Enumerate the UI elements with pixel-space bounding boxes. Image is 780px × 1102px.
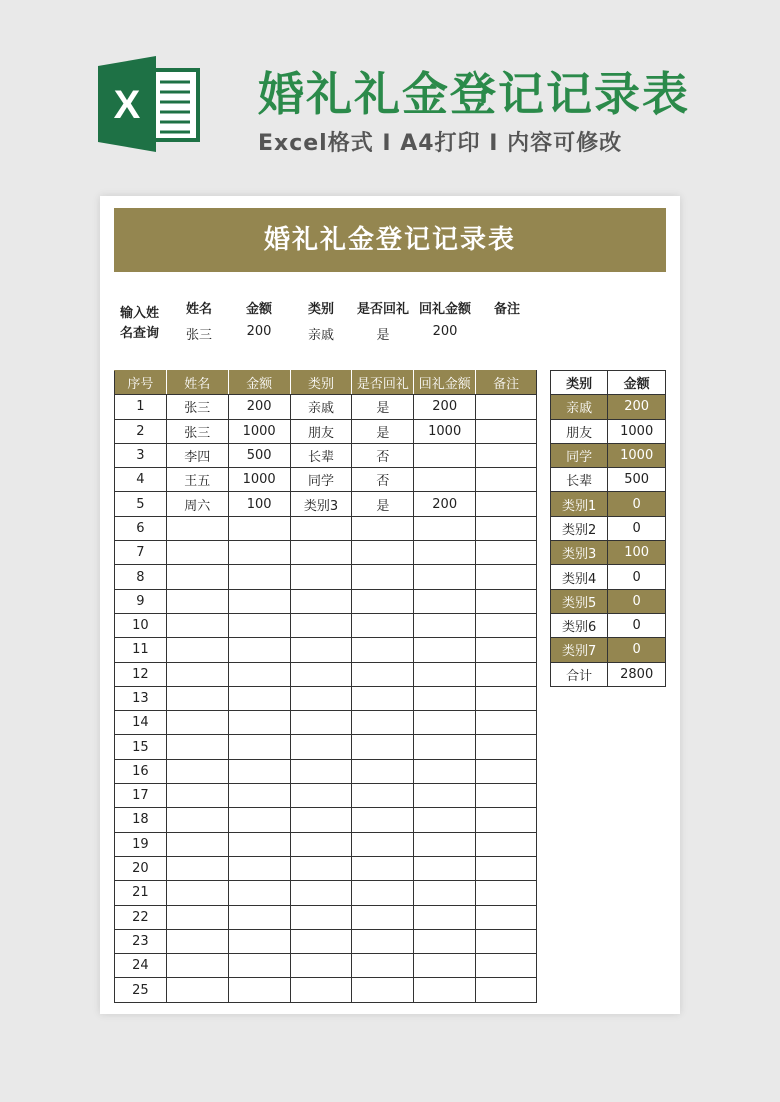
table-cell[interactable]: 8 bbox=[115, 565, 167, 589]
table-cell[interactable] bbox=[166, 735, 228, 759]
table-cell[interactable] bbox=[352, 759, 414, 783]
query-header-category: 类别 bbox=[307, 302, 334, 317]
summary-amount-cell: 0 bbox=[608, 589, 666, 613]
table-cell[interactable]: 张三 bbox=[166, 419, 228, 443]
table-cell[interactable] bbox=[290, 662, 352, 686]
table-cell[interactable] bbox=[352, 686, 414, 710]
table-cell[interactable] bbox=[228, 954, 290, 978]
table-cell[interactable] bbox=[290, 735, 352, 759]
summary-row bbox=[551, 613, 666, 637]
table-cell[interactable] bbox=[476, 711, 537, 735]
query-header-note: 备注 bbox=[493, 302, 520, 317]
table-cell[interactable] bbox=[290, 832, 352, 856]
table-cell[interactable] bbox=[352, 516, 414, 540]
table-cell[interactable]: 22 bbox=[115, 905, 167, 929]
table-cell[interactable]: 1000 bbox=[228, 419, 290, 443]
table-cell[interactable] bbox=[414, 589, 476, 613]
table-cell[interactable] bbox=[290, 808, 352, 832]
table-header-row bbox=[115, 371, 537, 395]
table-cell[interactable] bbox=[476, 541, 537, 565]
table-cell[interactable]: 类别3 bbox=[290, 492, 352, 516]
table-cell[interactable]: 12 bbox=[115, 662, 167, 686]
summary-amount-cell: 0 bbox=[608, 516, 666, 540]
table-cell[interactable] bbox=[290, 541, 352, 565]
table-cell[interactable]: 13 bbox=[115, 686, 167, 710]
column-header: 类别 bbox=[290, 371, 352, 395]
table-cell[interactable] bbox=[476, 686, 537, 710]
table-cell[interactable]: 张三 bbox=[166, 395, 228, 419]
table-cell[interactable] bbox=[352, 954, 414, 978]
table-row bbox=[115, 856, 537, 880]
query-value-amount: 200 bbox=[246, 324, 272, 339]
table-cell[interactable] bbox=[476, 832, 537, 856]
table-cell[interactable]: 20 bbox=[115, 856, 167, 880]
table-cell[interactable] bbox=[352, 856, 414, 880]
query-header-return-amount: 回礼金额 bbox=[418, 302, 471, 317]
table-cell[interactable] bbox=[414, 565, 476, 589]
table-cell[interactable] bbox=[352, 541, 414, 565]
summary-category-cell: 亲戚 bbox=[551, 395, 608, 419]
summary-header-row bbox=[551, 371, 666, 395]
query-header-returned: 是否回礼 bbox=[356, 302, 409, 317]
table-cell[interactable] bbox=[166, 759, 228, 783]
table-cell[interactable]: 同学 bbox=[290, 468, 352, 492]
table-cell[interactable] bbox=[414, 978, 476, 1002]
table-cell[interactable] bbox=[352, 881, 414, 905]
table-cell[interactable] bbox=[476, 395, 537, 419]
table-cell[interactable] bbox=[290, 686, 352, 710]
table-cell[interactable] bbox=[352, 613, 414, 637]
table-row bbox=[115, 589, 537, 613]
summary-row bbox=[551, 589, 666, 613]
summary-category-cell: 类别4 bbox=[551, 565, 608, 589]
table-row bbox=[115, 735, 537, 759]
table-cell[interactable] bbox=[228, 711, 290, 735]
table-cell[interactable] bbox=[228, 735, 290, 759]
table-row bbox=[115, 905, 537, 929]
table-row bbox=[115, 954, 537, 978]
table-cell[interactable] bbox=[290, 905, 352, 929]
table-cell[interactable] bbox=[166, 905, 228, 929]
table-cell[interactable]: 200 bbox=[414, 395, 476, 419]
table-cell[interactable] bbox=[352, 662, 414, 686]
summary-row bbox=[551, 468, 666, 492]
table-cell[interactable] bbox=[476, 613, 537, 637]
table-cell[interactable] bbox=[476, 589, 537, 613]
summary-amount-cell: 0 bbox=[608, 492, 666, 516]
table-row bbox=[115, 541, 537, 565]
sheet-banner-title: 婚礼礼金登记记录表 bbox=[114, 208, 666, 272]
table-cell[interactable] bbox=[414, 954, 476, 978]
table-cell[interactable] bbox=[166, 929, 228, 953]
table-cell[interactable]: 16 bbox=[115, 759, 167, 783]
table-cell[interactable]: 朋友 bbox=[290, 419, 352, 443]
table-cell[interactable] bbox=[290, 516, 352, 540]
table-row bbox=[115, 638, 537, 662]
table-cell[interactable] bbox=[228, 516, 290, 540]
table-cell[interactable]: 是 bbox=[352, 395, 414, 419]
table-cell[interactable]: 否 bbox=[352, 443, 414, 467]
gift-register-table bbox=[114, 370, 537, 1003]
table-cell[interactable]: 500 bbox=[228, 443, 290, 467]
summary-category-cell: 类别6 bbox=[551, 613, 608, 637]
table-cell[interactable]: 5 bbox=[115, 492, 167, 516]
table-cell[interactable] bbox=[352, 978, 414, 1002]
summary-category-cell: 类别1 bbox=[551, 492, 608, 516]
table-row bbox=[115, 492, 537, 516]
table-cell[interactable] bbox=[476, 954, 537, 978]
column-header: 备注 bbox=[476, 371, 537, 395]
table-cell[interactable] bbox=[476, 929, 537, 953]
table-cell[interactable] bbox=[166, 638, 228, 662]
table-cell[interactable] bbox=[476, 759, 537, 783]
table-cell[interactable] bbox=[414, 808, 476, 832]
table-cell[interactable] bbox=[228, 686, 290, 710]
table-cell[interactable]: 李四 bbox=[166, 443, 228, 467]
table-cell[interactable] bbox=[166, 711, 228, 735]
category-summary-table bbox=[550, 370, 666, 687]
summary-amount-cell: 0 bbox=[608, 613, 666, 637]
table-cell[interactable] bbox=[476, 784, 537, 808]
table-cell[interactable] bbox=[352, 638, 414, 662]
table-cell[interactable]: 1000 bbox=[228, 468, 290, 492]
table-cell[interactable]: 200 bbox=[228, 395, 290, 419]
table-cell[interactable]: 6 bbox=[115, 516, 167, 540]
table-cell[interactable] bbox=[414, 516, 476, 540]
table-row bbox=[115, 808, 537, 832]
table-row bbox=[115, 443, 537, 467]
table-cell[interactable]: 24 bbox=[115, 954, 167, 978]
table-cell[interactable] bbox=[166, 613, 228, 637]
table-cell[interactable] bbox=[476, 468, 537, 492]
summary-category-cell: 长辈 bbox=[551, 468, 608, 492]
table-cell[interactable] bbox=[414, 784, 476, 808]
table-cell[interactable] bbox=[166, 978, 228, 1002]
table-cell[interactable] bbox=[290, 638, 352, 662]
table-cell[interactable] bbox=[290, 929, 352, 953]
table-cell[interactable] bbox=[166, 856, 228, 880]
summary-row bbox=[551, 419, 666, 443]
table-cell[interactable]: 11 bbox=[115, 638, 167, 662]
summary-row bbox=[551, 662, 666, 686]
summary-row bbox=[551, 492, 666, 516]
query-value-category: 亲戚 bbox=[307, 328, 334, 343]
summary-category-cell: 同学 bbox=[551, 443, 608, 467]
table-cell[interactable]: 是 bbox=[352, 419, 414, 443]
table-cell[interactable] bbox=[414, 541, 476, 565]
table-cell[interactable]: 3 bbox=[115, 443, 167, 467]
table-cell[interactable] bbox=[476, 419, 537, 443]
table-cell[interactable] bbox=[290, 759, 352, 783]
table-cell[interactable] bbox=[228, 589, 290, 613]
summary-category-cell: 合计 bbox=[551, 662, 608, 686]
table-cell[interactable] bbox=[228, 929, 290, 953]
table-cell[interactable] bbox=[414, 638, 476, 662]
table-cell[interactable]: 14 bbox=[115, 711, 167, 735]
table-cell[interactable]: 亲戚 bbox=[290, 395, 352, 419]
table-cell[interactable] bbox=[414, 686, 476, 710]
table-cell[interactable] bbox=[290, 978, 352, 1002]
table-cell[interactable]: 15 bbox=[115, 735, 167, 759]
table-cell[interactable] bbox=[414, 832, 476, 856]
worksheet bbox=[100, 196, 680, 1014]
table-cell[interactable] bbox=[476, 516, 537, 540]
table-cell[interactable] bbox=[228, 856, 290, 880]
table-cell[interactable] bbox=[290, 881, 352, 905]
summary-column-header: 金额 bbox=[608, 371, 666, 395]
table-cell[interactable] bbox=[228, 784, 290, 808]
table-cell[interactable] bbox=[166, 516, 228, 540]
summary-category-cell: 类别2 bbox=[551, 516, 608, 540]
table-cell[interactable]: 21 bbox=[115, 881, 167, 905]
table-cell[interactable]: 1000 bbox=[414, 419, 476, 443]
table-cell[interactable]: 2 bbox=[115, 419, 167, 443]
table-cell[interactable] bbox=[414, 662, 476, 686]
table-cell[interactable] bbox=[476, 978, 537, 1002]
column-header: 序号 bbox=[115, 371, 167, 395]
query-header-amount: 金额 bbox=[245, 302, 272, 317]
table-row bbox=[115, 832, 537, 856]
table-cell[interactable] bbox=[414, 881, 476, 905]
table-row bbox=[115, 686, 537, 710]
table-cell[interactable]: 18 bbox=[115, 808, 167, 832]
table-cell[interactable] bbox=[414, 711, 476, 735]
query-value-return-amount: 200 bbox=[432, 324, 458, 339]
table-cell[interactable] bbox=[476, 492, 537, 516]
summary-row bbox=[551, 395, 666, 419]
table-cell[interactable] bbox=[414, 905, 476, 929]
table-row bbox=[115, 565, 537, 589]
table-cell[interactable] bbox=[290, 784, 352, 808]
table-cell[interactable] bbox=[290, 589, 352, 613]
summary-amount-cell: 1000 bbox=[608, 443, 666, 467]
table-cell[interactable] bbox=[476, 638, 537, 662]
summary-row bbox=[551, 638, 666, 662]
table-cell[interactable]: 25 bbox=[115, 978, 167, 1002]
page-subtitle: Excel格式 I A4打印 I 内容可修改 bbox=[258, 131, 623, 156]
table-row bbox=[115, 468, 537, 492]
table-cell[interactable] bbox=[228, 662, 290, 686]
table-cell[interactable] bbox=[228, 541, 290, 565]
summary-amount-cell: 500 bbox=[608, 468, 666, 492]
table-cell[interactable]: 200 bbox=[414, 492, 476, 516]
table-cell[interactable] bbox=[228, 759, 290, 783]
table-cell[interactable] bbox=[166, 881, 228, 905]
table-cell[interactable]: 23 bbox=[115, 929, 167, 953]
column-header: 金额 bbox=[228, 371, 290, 395]
table-cell[interactable] bbox=[228, 613, 290, 637]
table-cell[interactable] bbox=[166, 686, 228, 710]
table-cell[interactable]: 1 bbox=[115, 395, 167, 419]
summary-amount-cell: 100 bbox=[608, 541, 666, 565]
table-cell[interactable] bbox=[352, 565, 414, 589]
table-cell[interactable] bbox=[228, 978, 290, 1002]
summary-category-cell: 朋友 bbox=[551, 419, 608, 443]
summary-amount-cell: 1000 bbox=[608, 419, 666, 443]
summary-column-header: 类别 bbox=[551, 371, 608, 395]
table-cell[interactable] bbox=[352, 711, 414, 735]
table-cell[interactable] bbox=[228, 808, 290, 832]
table-cell[interactable] bbox=[228, 832, 290, 856]
table-cell[interactable] bbox=[476, 443, 537, 467]
table-row bbox=[115, 613, 537, 637]
table-cell[interactable] bbox=[414, 735, 476, 759]
column-header: 是否回礼 bbox=[352, 371, 414, 395]
table-cell[interactable] bbox=[476, 735, 537, 759]
excel-logo-icon bbox=[98, 56, 202, 152]
excel-logo-letter: X bbox=[113, 83, 141, 127]
table-cell[interactable] bbox=[476, 565, 537, 589]
table-cell[interactable]: 否 bbox=[352, 468, 414, 492]
table-cell[interactable]: 王五 bbox=[166, 468, 228, 492]
table-cell[interactable] bbox=[352, 929, 414, 953]
table-cell[interactable] bbox=[414, 468, 476, 492]
table-row bbox=[115, 759, 537, 783]
summary-amount-cell: 0 bbox=[608, 565, 666, 589]
table-cell[interactable] bbox=[476, 905, 537, 929]
summary-row bbox=[551, 516, 666, 540]
summary-category-cell: 类别3 bbox=[551, 541, 608, 565]
summary-amount-cell: 200 bbox=[608, 395, 666, 419]
table-cell[interactable] bbox=[228, 565, 290, 589]
table-cell[interactable] bbox=[228, 905, 290, 929]
query-label: 输入姓名查询 bbox=[120, 306, 160, 341]
table-cell[interactable] bbox=[290, 954, 352, 978]
summary-amount-cell: 2800 bbox=[608, 662, 666, 686]
table-cell[interactable] bbox=[352, 589, 414, 613]
table-cell[interactable] bbox=[166, 541, 228, 565]
table-cell[interactable] bbox=[414, 443, 476, 467]
query-header-name: 姓名 bbox=[185, 302, 212, 317]
table-cell[interactable] bbox=[414, 856, 476, 880]
table-cell[interactable] bbox=[476, 808, 537, 832]
table-row bbox=[115, 978, 537, 1002]
table-row bbox=[115, 929, 537, 953]
table-row bbox=[115, 419, 537, 443]
table-cell[interactable]: 9 bbox=[115, 589, 167, 613]
table-cell[interactable] bbox=[228, 881, 290, 905]
table-cell[interactable] bbox=[166, 589, 228, 613]
page-title: 婚礼礼金登记记录表 bbox=[258, 67, 690, 121]
table-cell[interactable] bbox=[290, 856, 352, 880]
table-cell[interactable] bbox=[166, 832, 228, 856]
table-row bbox=[115, 516, 537, 540]
table-cell[interactable] bbox=[352, 784, 414, 808]
table-cell[interactable] bbox=[228, 638, 290, 662]
table-cell[interactable] bbox=[352, 735, 414, 759]
table-cell[interactable] bbox=[476, 856, 537, 880]
table-cell[interactable] bbox=[290, 565, 352, 589]
table-cell[interactable] bbox=[414, 613, 476, 637]
table-cell[interactable] bbox=[166, 954, 228, 978]
table-cell[interactable] bbox=[166, 808, 228, 832]
table-row bbox=[115, 662, 537, 686]
table-cell[interactable] bbox=[166, 565, 228, 589]
query-value-returned: 是 bbox=[376, 328, 390, 343]
table-cell[interactable]: 周六 bbox=[166, 492, 228, 516]
table-row bbox=[115, 784, 537, 808]
table-cell[interactable] bbox=[290, 613, 352, 637]
table-cell[interactable] bbox=[476, 881, 537, 905]
table-cell[interactable]: 7 bbox=[115, 541, 167, 565]
table-cell[interactable] bbox=[166, 662, 228, 686]
table-row bbox=[115, 395, 537, 419]
summary-row bbox=[551, 443, 666, 467]
table-cell[interactable] bbox=[352, 832, 414, 856]
query-name-input[interactable]: 张三 bbox=[185, 328, 212, 343]
table-cell[interactable]: 100 bbox=[228, 492, 290, 516]
summary-row bbox=[551, 541, 666, 565]
table-cell[interactable] bbox=[476, 662, 537, 686]
table-cell[interactable]: 19 bbox=[115, 832, 167, 856]
table-cell[interactable]: 4 bbox=[115, 468, 167, 492]
table-cell[interactable]: 17 bbox=[115, 784, 167, 808]
summary-amount-cell: 0 bbox=[608, 638, 666, 662]
table-cell[interactable]: 是 bbox=[352, 492, 414, 516]
table-row bbox=[115, 711, 537, 735]
column-header: 回礼金额 bbox=[414, 371, 476, 395]
table-cell[interactable]: 长辈 bbox=[290, 443, 352, 467]
table-cell[interactable] bbox=[352, 808, 414, 832]
table-cell[interactable] bbox=[352, 905, 414, 929]
summary-category-cell: 类别5 bbox=[551, 589, 608, 613]
column-header: 姓名 bbox=[166, 371, 228, 395]
summary-row bbox=[551, 565, 666, 589]
table-cell[interactable]: 10 bbox=[115, 613, 167, 637]
table-cell[interactable] bbox=[414, 759, 476, 783]
table-cell[interactable] bbox=[166, 784, 228, 808]
table-row bbox=[115, 881, 537, 905]
table-cell[interactable] bbox=[290, 711, 352, 735]
table-cell[interactable] bbox=[414, 929, 476, 953]
summary-category-cell: 类别7 bbox=[551, 638, 608, 662]
